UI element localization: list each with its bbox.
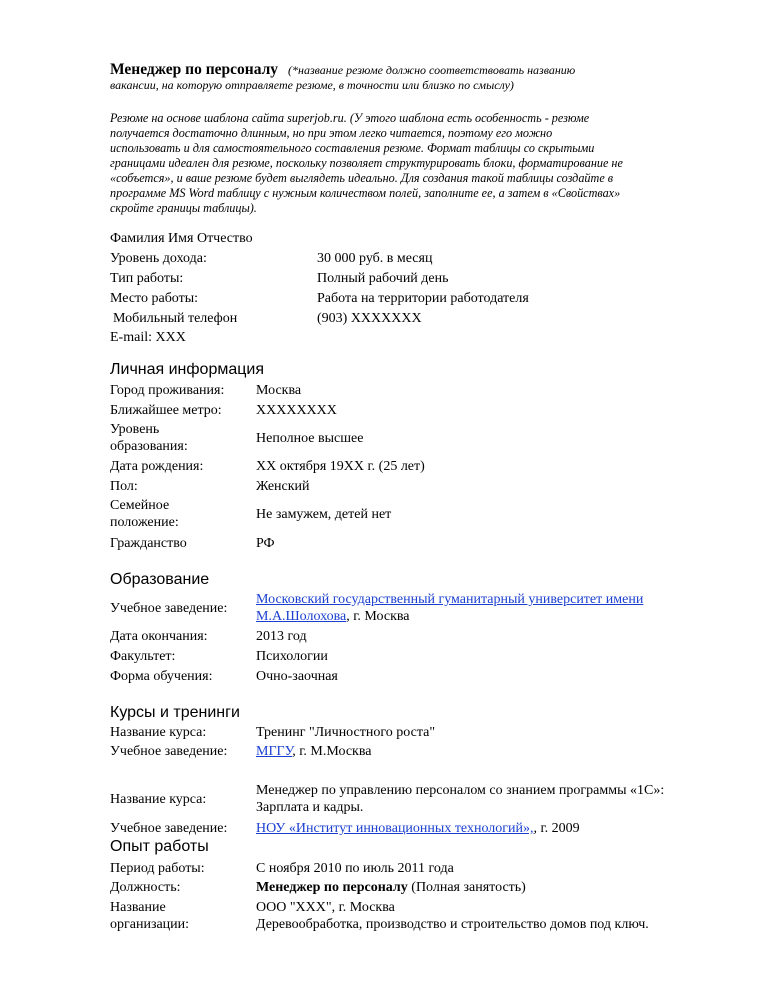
position-label: Должность: (110, 880, 181, 895)
organization-label: Название (110, 900, 166, 915)
course-name-value: Менеджер по управлению персоналом со знанием программы «1С»: (256, 783, 665, 798)
email: E-mail: XXX (110, 330, 186, 345)
intro-line: границами идеален для резюме, поскольку позволяет структурировать блоки, форматирование не (110, 156, 623, 170)
faculty-label: Факультет: (110, 649, 176, 664)
section-heading-personal: Личная информация (110, 361, 265, 378)
full-name: Фамилия Имя Отчество (110, 231, 253, 246)
course-name-label: Название курса: (110, 792, 207, 807)
phone-value: (903) XXXXXXX (317, 311, 422, 326)
course-institution-link[interactable]: МГГУ (256, 744, 293, 759)
intro-line: программе MS Word таблицу с нужным количеством полей, заполните ее, а затем в «Свойствах» (110, 186, 621, 200)
title-note: (*название резюме должно соответствовать названию (288, 63, 576, 77)
work-type-value: Полный рабочий день (317, 271, 449, 286)
resume-title: Менеджер по персоналу (110, 61, 279, 78)
section-heading-courses: Курсы и тренинги (110, 704, 240, 721)
work-type-label: Тип работы: (110, 271, 184, 286)
course-institution-value (256, 744, 371, 760)
education-level-label: Уровень (110, 422, 160, 437)
income-value: 30 000 руб. в месяц (317, 251, 433, 266)
citizenship-label: Гражданство (110, 536, 187, 551)
institution-value-line1 (256, 592, 643, 608)
birth-date-label: Дата рождения: (110, 459, 204, 474)
institution-link[interactable]: Московский государственный гуманитарный университет имени (256, 592, 644, 607)
city-value: Москва (256, 383, 302, 398)
graduation-date-value: 2013 год (256, 629, 307, 644)
course-name-label: Название курса: (110, 725, 207, 740)
intro-line: использовать и для самостоятельного составления резюме. Формат таблицы со скрытыми (110, 141, 595, 155)
course-institution-label: Учебное заведение: (110, 744, 228, 759)
sex-label: Пол: (110, 479, 138, 494)
phone-label: Мобильный телефон (113, 311, 238, 326)
position-title: Менеджер по персоналу (256, 880, 408, 895)
city-label: Город проживания: (110, 383, 225, 398)
intro-line: получается достаточно длинным, но при этом легко читается, поэтому его можно (110, 126, 553, 140)
family-status-value: Не замужем, детей нет (256, 507, 392, 522)
organization-description: Деревообработка, производство и строительство домов под ключ. (256, 917, 649, 932)
income-label: Уровень дохода: (110, 251, 207, 266)
metro-value: XXXXXXXX (256, 403, 337, 418)
work-place-value: Работа на территории работодателя (317, 291, 529, 306)
title-note-continued: вакансии, на которую отправляете резюме, в точности или близко по смыслу) (110, 78, 514, 92)
work-period-value: С ноября 2010 по июль 2011 года (256, 861, 454, 876)
institution-link-cont[interactable]: М.А.Шолохова (256, 609, 347, 624)
intro-line: скройте границы таблицы). (110, 201, 257, 215)
intro-paragraph (110, 111, 623, 216)
birth-date-value: XX октября 19XX г. (25 лет) (256, 459, 425, 474)
organization-name: ООО "XXX", г. Москва (256, 900, 395, 915)
metro-label: Ближайшее метро: (110, 403, 222, 418)
family-status-label: Семейное (110, 498, 170, 513)
course-institution-link[interactable]: НОУ «Институт инновационных технологий», (256, 821, 534, 836)
sex-value: Женский (256, 479, 310, 494)
education-level-label-cont: образования: (110, 439, 188, 454)
section-heading-experience: Опыт работы (110, 838, 209, 855)
work-place-label: Место работы: (110, 291, 199, 306)
institution-value-line2 (256, 609, 410, 625)
position-employment: (Полная занятость) (407, 880, 526, 895)
title-line (110, 61, 575, 79)
intro-line: Резюме на основе шаблона сайта superjob.ru. (У этого шаблона есть особенность - резюме (110, 111, 590, 125)
course-institution-year: , г. 2009 (533, 821, 580, 836)
course-institution-label: Учебное заведение: (110, 821, 228, 836)
intro-line: «собъется», и ваше резюме будет выглядеть идеально. Для создания такой таблицы создайте в (110, 171, 614, 185)
organization-label-cont: организации: (110, 917, 190, 932)
course-name-value: Тренинг "Личностного роста" (256, 725, 436, 740)
study-form-value: Очно-заочная (256, 669, 338, 684)
institution-city: , г. Москва (346, 609, 410, 624)
course-institution-value (256, 821, 580, 837)
citizenship-value: РФ (256, 536, 275, 551)
graduation-date-label: Дата окончания: (110, 629, 208, 644)
study-form-label: Форма обучения: (110, 669, 213, 684)
faculty-value: Психологии (256, 649, 328, 664)
family-status-label-cont: положение: (110, 515, 179, 530)
course-institution-city: , г. М.Москва (292, 744, 372, 759)
course-name-value-cont: Зарплата и кадры. (256, 800, 364, 815)
position-value (256, 880, 526, 896)
institution-label: Учебное заведение: (110, 601, 228, 616)
section-heading-education: Образование (110, 571, 210, 588)
work-period-label: Период работы: (110, 861, 205, 876)
education-level-value: Неполное высшее (256, 431, 364, 446)
